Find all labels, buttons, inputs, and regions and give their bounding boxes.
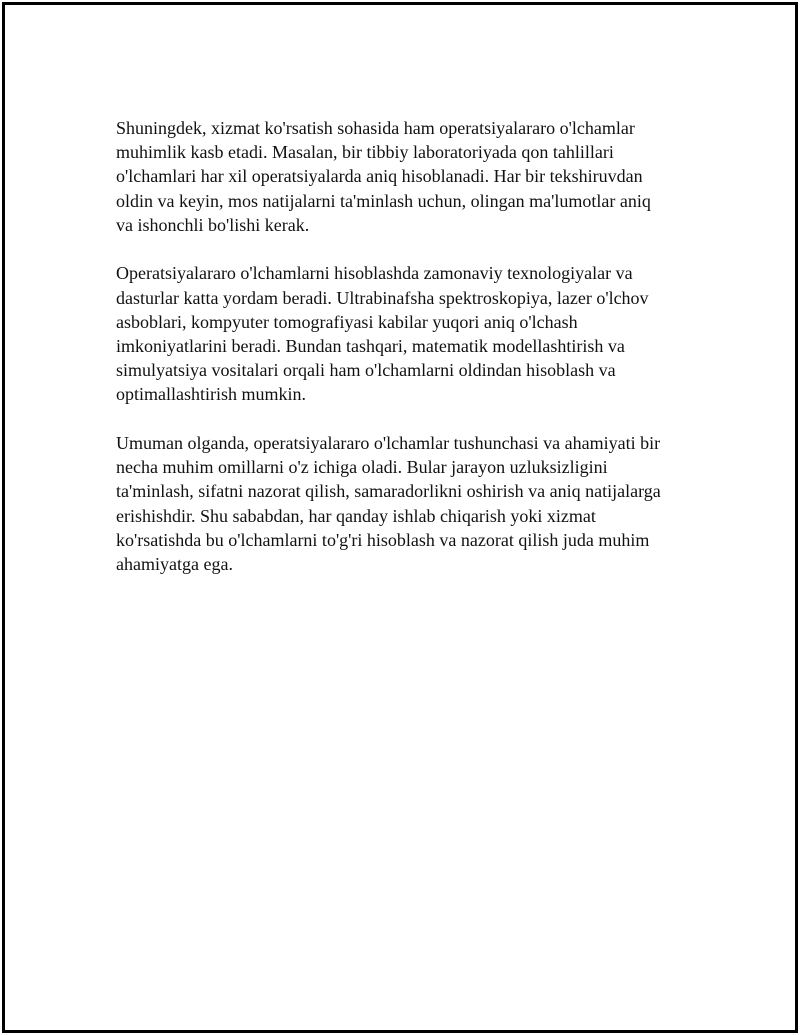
paragraph-2-line-3: asboblari, kompyuter tomografiyasi kabilar yuqori aniq o'lchash [116, 311, 578, 332]
paragraph-3-line-5: ko'rsatishda bu o'lchamlarni to'g'ri hisoblash va nazorat qilish juda muhim [116, 529, 650, 550]
paragraph-1-line-4: oldin va keyin, mos natijalarni ta'minlash uchun, olingan ma'lumotlar aniq [116, 190, 651, 211]
paragraph-3-line-3: ta'minlash, sifatni nazorat qilish, samaradorlikni oshirish va aniq natijalarga [116, 481, 661, 502]
paragraph-3-line-2: necha muhim omillarni o'z ichiga oladi. Bular jarayon uzluksizligini [116, 457, 608, 478]
paragraph-2 [116, 261, 691, 406]
paragraph-1-line-2: muhimlik kasb etadi. Masalan, bir tibbiy laboratoriyada qon tahlillari [116, 142, 614, 163]
paragraph-2-line-6: optimallashtirish mumkin. [116, 384, 306, 405]
paragraph-1-line-1: Shuningdek, xizmat ko'rsatish sohasida ham operatsiyalararo o'lchamlar [116, 118, 635, 138]
paragraph-3 [116, 431, 691, 576]
paragraph-1 [116, 116, 691, 237]
paragraph-3-line-1: Umuman olganda, operatsiyalararo o'lchamlar tushunchasi va ahamiyati bir [116, 433, 661, 454]
paragraph-2-line-4: imkoniyatlarini beradi. Bundan tashqari, matematik modellashtirish va [116, 336, 625, 357]
paragraph-3-line-4: erishishdir. Shu sababdan, har qanday ishlab chiqarish yoki xizmat [116, 505, 596, 526]
document-body [116, 116, 691, 601]
paragraph-2-line-2: dasturlar katta yordam beradi. Ultrabinafsha spektroskopiya, lazer o'lchov [116, 287, 649, 308]
paragraph-3-line-6: ahamiyatga ega. [116, 554, 233, 575]
paragraph-2-line-5: simulyatsiya vositalari orqali ham o'lchamlarni oldindan hisoblash va [116, 360, 616, 381]
paragraph-1-line-5: va ishonchli bo'lishi kerak. [116, 214, 310, 235]
paragraph-1-line-3: o'lchamlari har xil operatsiyalarda aniq hisoblanadi. Har bir tekshiruvdan [116, 166, 643, 187]
paragraph-2-line-1: Operatsiyalararo o'lchamlarni hisoblashda zamonaviy texnologiyalar va [116, 263, 633, 284]
